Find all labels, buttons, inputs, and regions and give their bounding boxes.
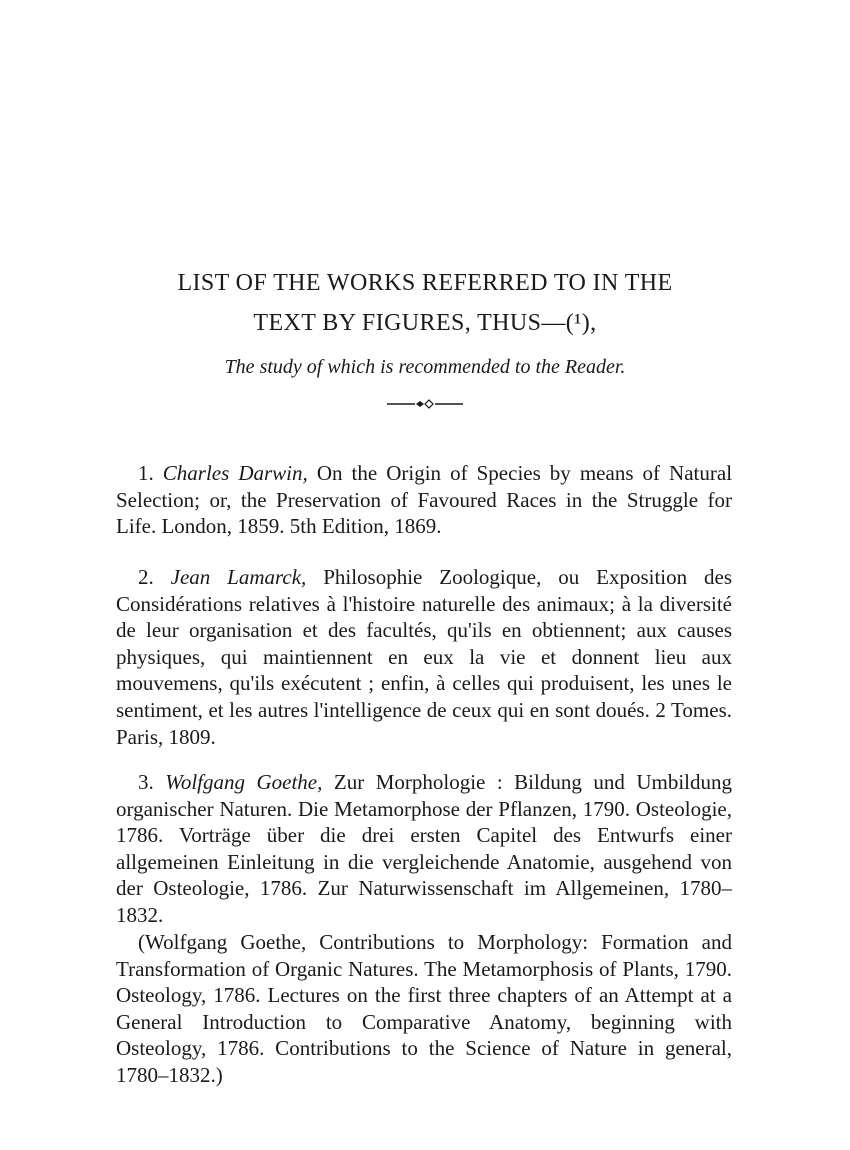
reference-entry-3-translation: (Wolfgang Goethe, Contributions to Morphology: Formation and Transformation of Organic Natures. The Metamorphosis of Plants, 1790. Osteology, 1786. Lectures on the first three chapters of an Attempt at a General Introduction to Comparative Anatomy, beginning with Osteology, 1786. Contributions to the Science of Nature in general, 1780–1832.) <box>116 930 732 1087</box>
entry-author: Wolfgang Goethe, <box>165 770 323 794</box>
page-subtitle: The study of which is recommended to the Reader. <box>224 356 626 378</box>
entry-number: 2. <box>138 565 154 589</box>
page-title-line-2: TEXT BY FIGURES, THUS—(¹), <box>253 310 597 336</box>
reference-entry-3 <box>116 769 732 929</box>
page-title-line-1: LIST OF THE WORKS REFERRED TO IN THE <box>177 270 673 296</box>
entry-text: On the Origin of Species by means of Natural Selection; or, the Preservation of Favoured Races in the Struggle for Life. London, 1859. 5th Edition, 1869. <box>116 461 733 539</box>
entry-text: Philosophie Zoologique, ou Exposition des Considérations relatives à l'histoire naturelle des animaux; à la diversité de leur organisation et des facultés, qu'ils en obtiennent; aux causes physiques, qui maintiennent en eux la vie et donnent lieu aux mouvemens, qu'ils exécutent ; enfin, à celles qui produisent, les unes le sentiment, et les autres l'intelligence de ceux qui en sont doués. 2 Tomes. Paris, 1809. <box>116 565 732 749</box>
entry-number: 1. <box>138 461 154 485</box>
entry-text: Zur Morphologie : Bildung und Umbildung organischer Naturen. Die Metamorphose der Pflanzen, 1790. Osteologie, 1786. Vorträge über die drei ersten Capitel des Entwurfs einer allgemeinen Einleitung in die vergleichende Anatomie, ausgehend von der Osteologie, 1786. Zur Naturwissenschaft im Allgemeinen, 1780–1832. <box>116 770 733 927</box>
ornamental-rule-icon <box>385 397 465 411</box>
entry-author: Charles Darwin, <box>162 461 308 485</box>
entry-author: Jean Lamarck, <box>170 565 307 589</box>
reference-entry-2 <box>116 564 732 750</box>
entry-number: 3. <box>138 770 154 794</box>
reference-entry-1 <box>116 460 732 540</box>
